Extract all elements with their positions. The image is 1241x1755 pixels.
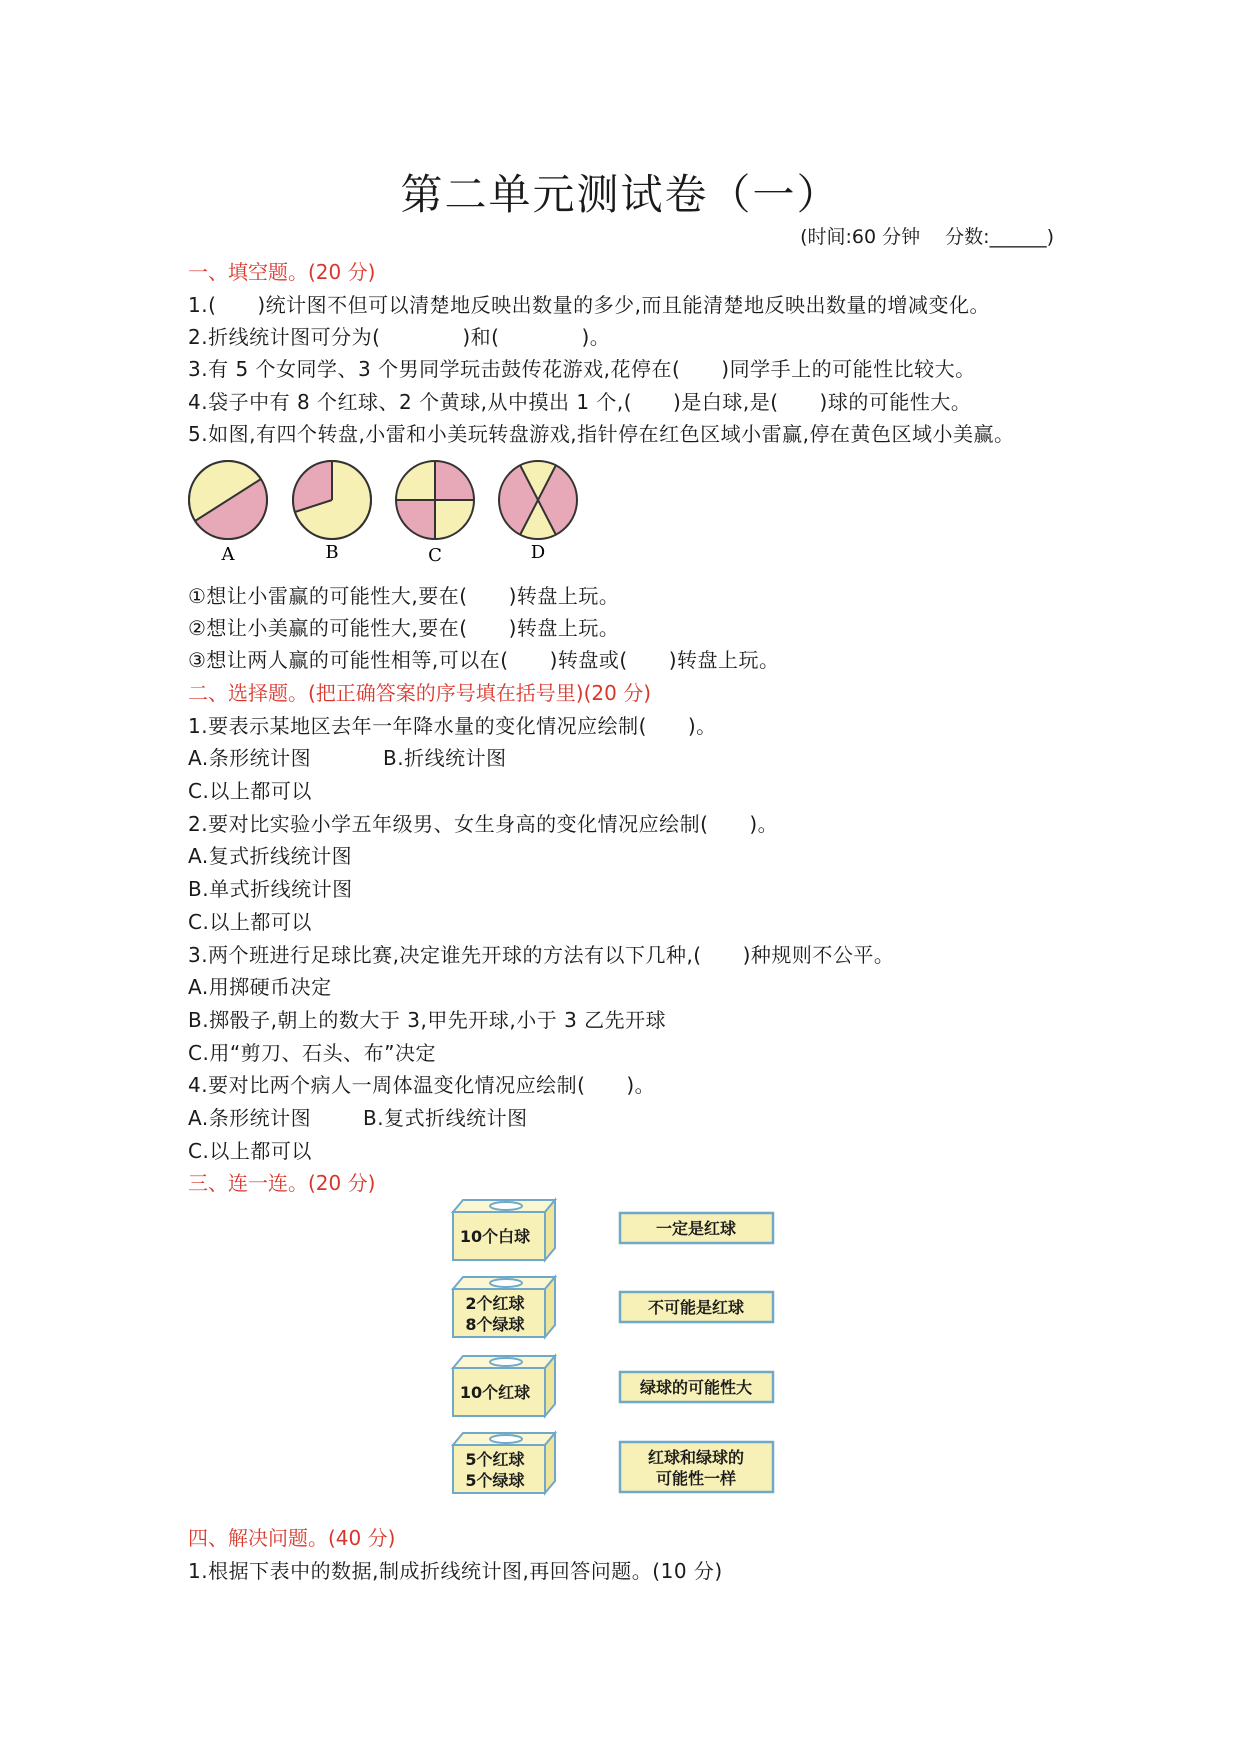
outcome-1-line-1: 一定是红球: [655, 1219, 737, 1238]
s2-q3-option-b: B.掷骰子,朝上的数大于 3,甲先开球,小于 3 乙先开球: [188, 1008, 667, 1032]
s2-q1-option-b: B.折线统计图: [383, 746, 507, 770]
ball-box-2: [453, 1277, 555, 1337]
s2-q2-option-a: A.复式折线统计图: [188, 844, 353, 868]
box-1-line-1: 10个白球: [459, 1227, 531, 1246]
outcome-4-line-2: 可能性一样: [655, 1469, 737, 1488]
time-score-info: (时间:60 分钟 分数:______): [800, 226, 1054, 248]
s2-question-2: 2.要对比实验小学五年级男、女生身高的变化情况应绘制( )。: [188, 812, 779, 836]
s2-question-1: 1.要表示某地区去年一年降水量的变化情况应绘制( )。: [188, 714, 717, 738]
outcome-3-line-1: 绿球的可能性大: [639, 1378, 753, 1397]
spinner-a: [189, 461, 267, 539]
s2-q3-option-c: C.用“剪刀、石头、布”决定: [188, 1041, 437, 1065]
s2-q2-option-c: C.以上都可以: [188, 910, 312, 934]
s1-question-2: 2.折线统计图可分为( )和( )。: [188, 325, 611, 349]
spinner-label-d: D: [530, 542, 546, 563]
s1-question-1: 1.( )统计图不但可以清楚地反映出数量的多少,而且能清楚地反映出数量的增减变化。: [188, 293, 991, 317]
s2-question-3: 3.两个班进行足球比赛,决定谁先开球的方法有以下几种,( )种规则不公平。: [188, 943, 895, 967]
s1-question-3: 3.有 5 个女同学、3 个男同学玩击鼓传花游戏,花停在( )同学手上的可能性比较大。: [188, 357, 976, 381]
spinner-c: [396, 461, 474, 539]
s4-question-1: 1.根据下表中的数据,制成折线统计图,再回答问题。(10 分): [188, 1559, 723, 1583]
section-2-heading: 二、选择题。(把正确答案的序号填在括号里)(20 分): [188, 681, 652, 705]
s2-q4-option-c: C.以上都可以: [188, 1139, 312, 1163]
outcome-3: [620, 1372, 773, 1402]
outcome-2-line-1: 不可能是红球: [647, 1298, 745, 1317]
matching-figure: [440, 1195, 800, 1515]
spinner-label-b: B: [325, 542, 339, 563]
s2-q1-option-a: A.条形统计图: [188, 746, 312, 770]
section-3-heading: 三、连一连。(20 分): [188, 1171, 376, 1195]
box-3-line-1: 10个红球: [459, 1383, 531, 1402]
s2-q4-option-a: A.条形统计图: [188, 1106, 312, 1130]
s2-q1-option-c: C.以上都可以: [188, 779, 312, 803]
spinner-d: [499, 461, 577, 540]
page-title: 第二单元测试卷（一）: [400, 170, 841, 219]
s2-question-4: 4.要对比两个病人一周体温变化情况应绘制( )。: [188, 1073, 656, 1097]
s2-q3-option-a: A.用掷硬币决定: [188, 975, 332, 999]
s2-q2-option-b: B.单式折线统计图: [188, 877, 353, 901]
s2-q4-option-b: B.复式折线统计图: [363, 1106, 528, 1130]
s1-sub-question-1: ①想让小雷赢的可能性大,要在( )转盘上玩。: [188, 584, 620, 608]
s1-sub-question-2: ②想让小美赢的可能性大,要在( )转盘上玩。: [188, 616, 620, 640]
ball-box-4: [453, 1433, 555, 1493]
s1-question-4: 4.袋子中有 8 个红球、2 个黄球,从中摸出 1 个,( )是白球,是( )球的可能性大。: [188, 390, 972, 414]
box-4-line-1: 5个红球: [465, 1450, 525, 1469]
s1-sub-question-3: ③想让两人赢的可能性相等,可以在( )转盘或( )转盘上玩。: [188, 648, 780, 672]
section-4-heading: 四、解决问题。(40 分): [188, 1526, 396, 1550]
outcome-4: [620, 1442, 773, 1492]
box-4-line-2: 5个绿球: [465, 1471, 525, 1490]
outcome-2: [620, 1292, 773, 1322]
s1-question-5: 5.如图,有四个转盘,小雷和小美玩转盘游戏,指针停在红色区域小雷赢,停在黄色区域小美赢。: [188, 422, 1015, 446]
ball-box-3: [453, 1356, 555, 1416]
ball-box-1: [453, 1200, 555, 1260]
section-1-heading: 一、填空题。(20 分): [188, 260, 376, 284]
spinner-b: [293, 461, 371, 539]
outcome-1: [620, 1213, 773, 1243]
spinner-label-c: C: [428, 545, 442, 565]
box-2-line-2: 8个绿球: [465, 1315, 525, 1334]
spinners-figure: [180, 450, 600, 565]
box-2-line-1: 2个红球: [465, 1294, 525, 1313]
outcome-4-line-1: 红球和绿球的: [647, 1448, 745, 1467]
spinner-label-a: A: [221, 544, 235, 565]
